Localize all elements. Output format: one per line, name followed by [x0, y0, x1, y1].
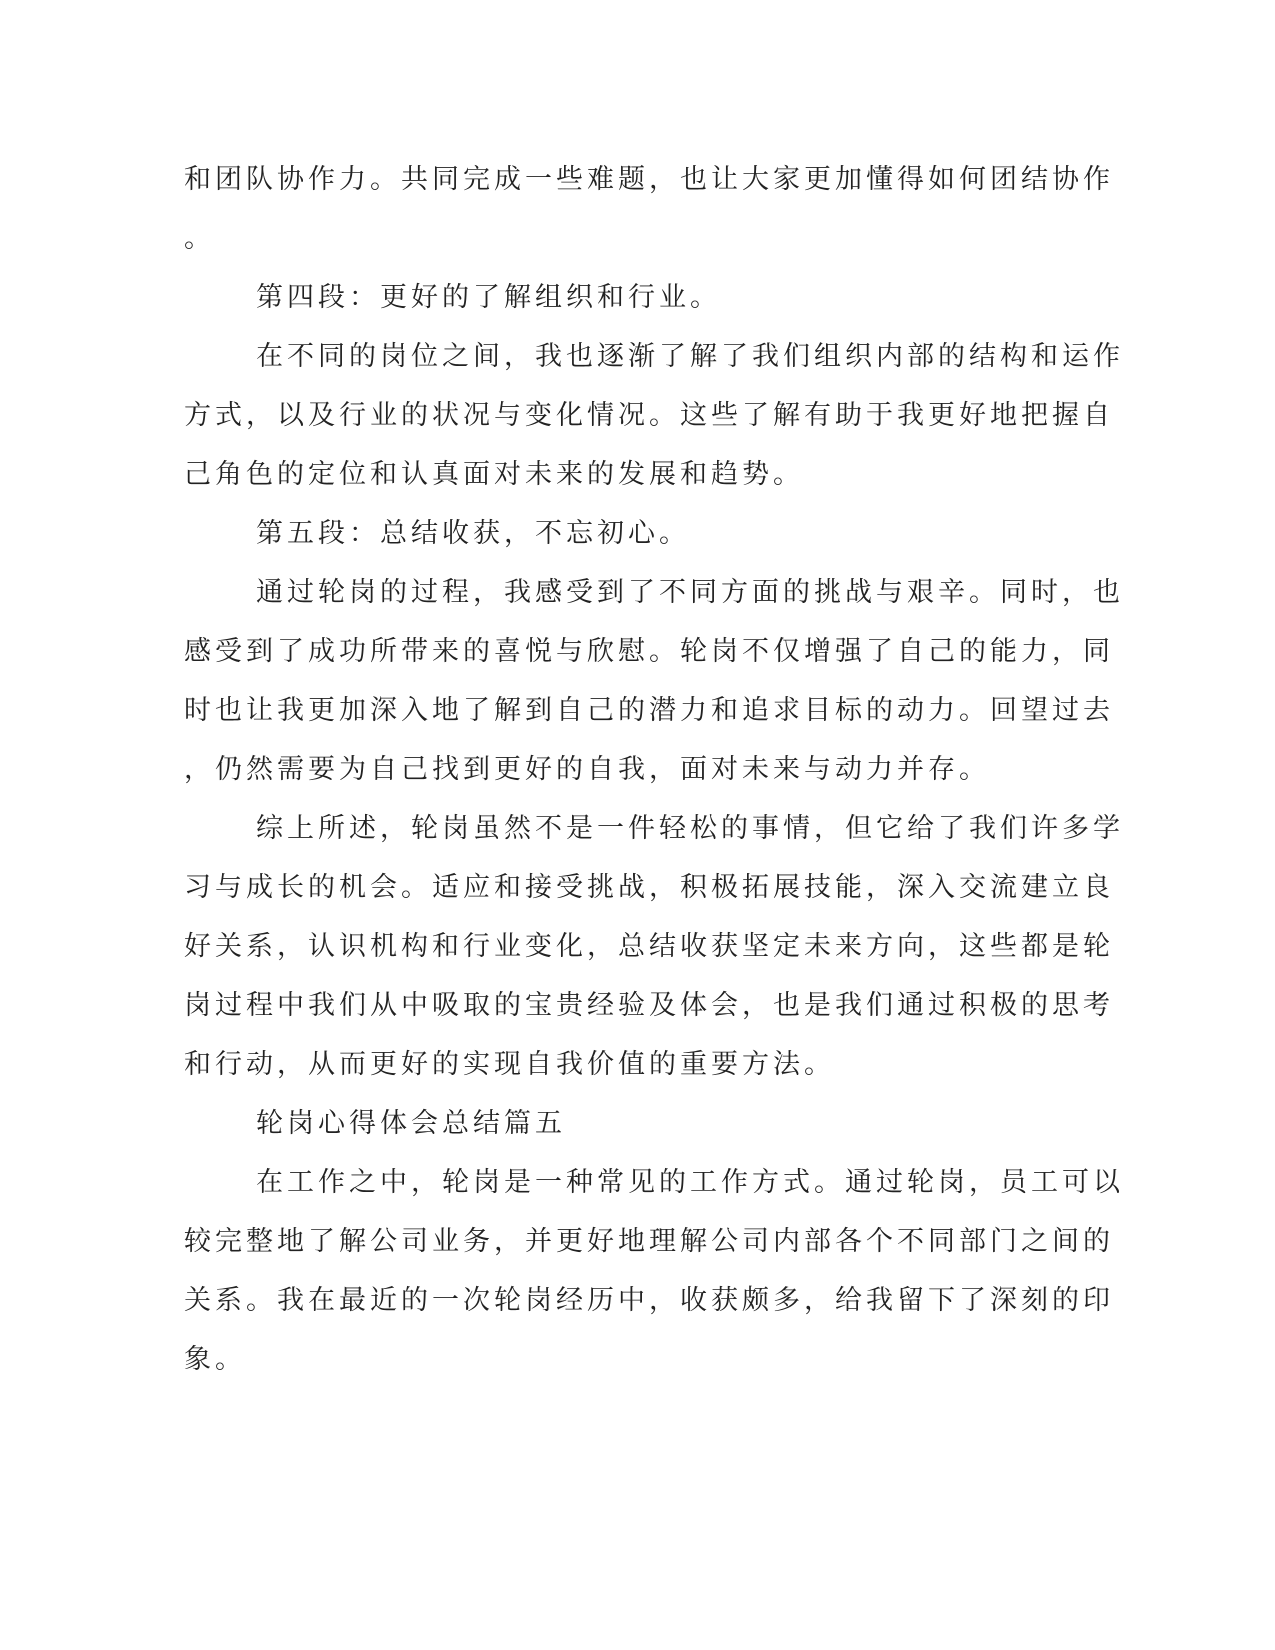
text-line: 和行动，从而更好的实现自我价值的重要方法。 — [184, 1049, 835, 1080]
text-line: 在工作之中，轮岗是一种常见的工作方式。通过轮岗，员工可以 — [256, 1167, 1124, 1198]
text-line: 时也让我更加深入地了解到自己的潜力和追求目标的动力。回望过去 — [184, 695, 1114, 726]
text-line: 在不同的岗位之间，我也逐渐了解了我们组织内部的结构和运作 — [256, 341, 1124, 372]
text-line: 方式，以及行业的状况与变化情况。这些了解有助于我更好地把握自 — [184, 400, 1114, 431]
section-heading: 第四段：更好的了解组织和行业。 — [256, 282, 721, 313]
text-line: 和团队协作力。共同完成一些难题，也让大家更加懂得如何团结协作 — [184, 164, 1114, 195]
text-line: 综上所述，轮岗虽然不是一件轻松的事情，但它给了我们许多学 — [256, 813, 1124, 844]
section-heading: 第五段：总结收获，不忘初心。 — [256, 518, 690, 549]
text-line: 关系。我在最近的一次轮岗经历中，收获颇多，给我留下了深刻的印 — [184, 1285, 1114, 1316]
text-line: ，仍然需要为自己找到更好的自我，面对未来与动力并存。 — [184, 754, 990, 785]
text-line: 好关系，认识机构和行业变化，总结收获坚定未来方向，这些都是轮 — [184, 931, 1114, 962]
text-line: 。 — [184, 223, 215, 254]
text-line: 岗过程中我们从中吸取的宝贵经验及体会，也是我们通过积极的思考 — [184, 990, 1114, 1021]
text-line: 习与成长的机会。适应和接受挑战，积极拓展技能，深入交流建立良 — [184, 872, 1114, 903]
text-line: 象。 — [184, 1344, 246, 1375]
text-line: 通过轮岗的过程，我感受到了不同方面的挑战与艰辛。同时，也 — [256, 577, 1124, 608]
document-body — [184, 150, 1124, 1389]
text-line: 己角色的定位和认真面对未来的发展和趋势。 — [184, 459, 804, 490]
article-title: 轮岗心得体会总结篇五 — [256, 1108, 566, 1139]
text-line: 感受到了成功所带来的喜悦与欣慰。轮岗不仅增强了自己的能力，同 — [184, 636, 1114, 667]
text-line: 较完整地了解公司业务，并更好地理解公司内部各个不同部门之间的 — [184, 1226, 1114, 1257]
